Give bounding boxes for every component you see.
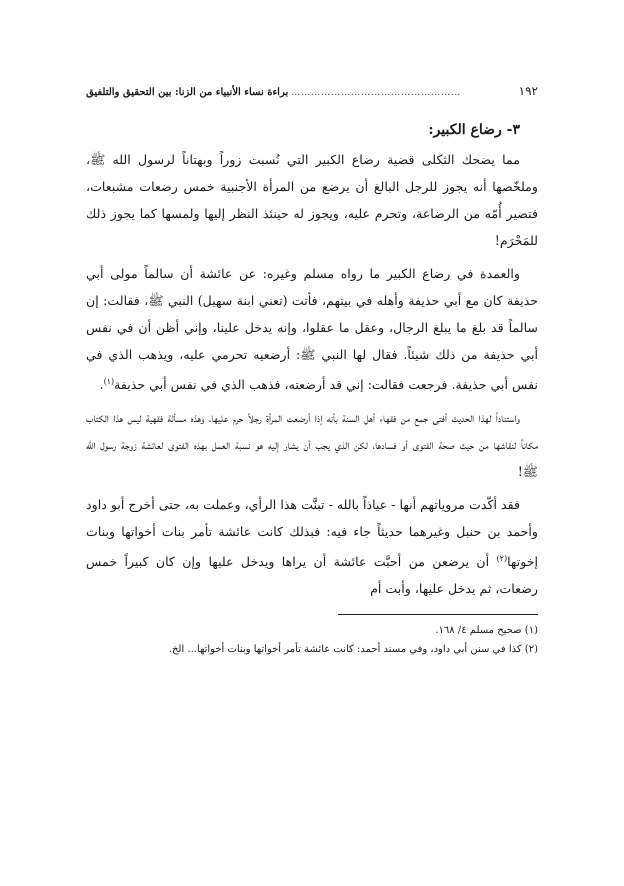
book-page (86, 84, 538, 659)
running-head (86, 84, 538, 100)
footnote-reference-2: (٢) (496, 554, 508, 564)
paragraph-text: فقد أكّدت مروياتهم أنها - عياذاً بالله - تبنَّت هذا الرأي، وعملت به، حتى أخرج أبو داود وأحمد بن حنبل وغيرهما حديثاً جاء فيه: فبذلك كانت عائشة تأمر بنات أخواتها وبنات إخوتها (86, 497, 539, 570)
footnote-1: (١) صحيح مسلم ٤/ ١٦٨. (435, 625, 538, 637)
running-title: براءة نساء الأنبياء من الزنا: بين التحقيق والتلفيق (86, 87, 289, 98)
page-number: ١٩٢ (518, 84, 538, 98)
footnote-reference-1: (١) (103, 377, 115, 386)
leader-dots: …………………………………………… (291, 88, 462, 98)
paragraph-text-end: . (99, 377, 104, 393)
section-heading: ٣- رضاع الكبير: (428, 122, 520, 138)
paragraph-text: والعمدة في رضاع الكبير ما رواه مسلم وغيره: عن عائشة أن سالماً مولى أبي حذيفة كان مع أبي حذيفة وأهله في بيتهم، فأتت (تعني ابنة سهيل) النبي ﷺ، فقالت: إن سالماً قد بلغ ما يبلغ الرجال، وعقل ما عقلوا، وإنه يدخل علينا، وإني أظن أن في نفس أبي حذيفة من ذلك شيئاً. فقال لها النبي ﷺ: أرضعيه تحرمي عليه، ويذهب الذي في نفس أبي حذيفة. فرجعت فقالت: إني قد أرضعته، فذهب الذي في نفس أبي حذيفة (86, 266, 538, 393)
paragraph-text: مما يضحك الثكلى قضية رضاع الكبير التي نُسبت زوراً وبهتاناً لرسول الله ﷺ، وملخّصها أنه يجوز للرجل البالغ أن يرضع من المرأة الأجنبية خمس رضعات مشبعات، فتصير أُمّه من الرضاعة، وتحرم عليه، ويجوز له حينئذ النظر إليها ولمسها كما يجوز ذلك للمَحْرَم! (86, 152, 538, 248)
paragraph-3 (86, 404, 538, 485)
paragraph-text: واستناداً لهذا الحديث أفتى جمع من فقهاء أهل السنة بأنه إذا أرضعت المرأة رجلاً حرم عليها، وهذه مسألة فقهية ليس هذا الكتاب مكاناً لنقاشها من حيث صحة الفتوى أو فسادها، لكن الذي يجب أن يشار إليه هو نسبة العمل بهذه الفتوى لعائشة زوجة رسول الله ﷺ! (86, 410, 538, 480)
paragraph-1 (86, 146, 538, 254)
paragraph-4 (86, 491, 538, 602)
paragraph-text-end: أن يرضعن من أحبَّت عائشة أن يراها ويدخل عليها وإن كان كبيراً خمس رضعات، ثم يدخل عليها، وأبت أم (86, 554, 538, 597)
paragraph-2 (86, 260, 538, 398)
footnote-separator (338, 614, 538, 615)
footnote-2: (٢) كذا في سنن أبي داود، وفي مسند أحمد: كانت عائشة تأمر أخواتها وبنات أخواتها... الخ. (168, 644, 538, 656)
